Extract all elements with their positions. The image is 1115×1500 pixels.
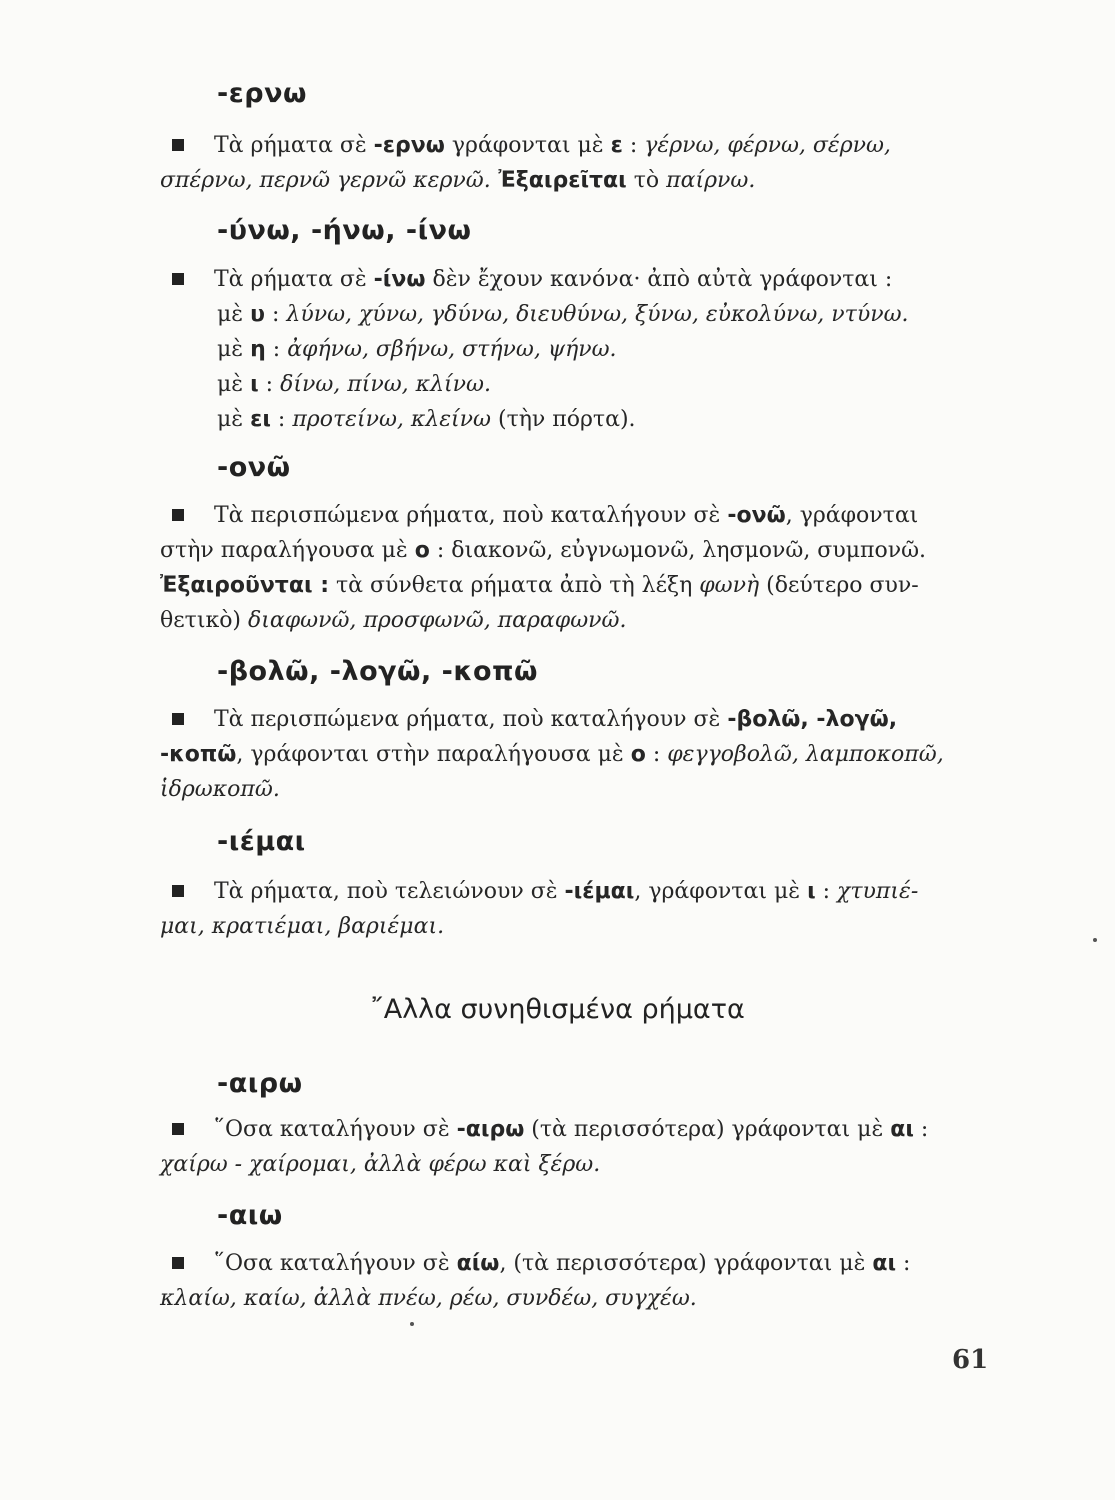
text: Τὰ ρήματα, ποὺ τελειώνουν σὲ (214, 879, 565, 904)
paragraph-yno-ino (160, 262, 990, 437)
speck (410, 1322, 414, 1326)
term: -ίνω (373, 267, 426, 292)
text: : διακονῶ, εὐγνωμονῶ, λησμονῶ, συμπονῶ. (429, 538, 927, 563)
letter: η (250, 337, 266, 362)
speck (1093, 938, 1097, 942)
examples: ἱδρωκοπῶ. (160, 777, 280, 802)
letter: ι (250, 372, 259, 397)
text: : (913, 1117, 929, 1142)
term: -κοπῶ (160, 742, 237, 767)
heading-yno-ino: -ύνω, -ήνω, -ίνω (217, 215, 472, 246)
text: , (800, 707, 817, 732)
bullet-icon (172, 713, 184, 725)
bullet-icon (172, 139, 184, 151)
examples: κλαίω, καίω, ἀλλὰ πνέω, ρέω, συνδέω, συγχέω. (160, 1286, 697, 1311)
text: ῞Οσα καταλήγουν σὲ (214, 1251, 457, 1276)
heading-erno: -ερνω (217, 78, 307, 109)
heading-aio: -αιω (217, 1200, 283, 1231)
text: Τὰ περισπώμενα ρήματα, ποὺ καταλήγουν σὲ (214, 707, 728, 732)
examples: χαίρω - χαίρομαι, ἀλλὰ φέρω καὶ ξέρω. (160, 1152, 601, 1177)
letter: ε (610, 133, 623, 158)
text: , (888, 707, 898, 732)
examples: ἀφήνω, σβήνω, στήνω, ψήνω. (287, 337, 617, 362)
letter: ι (807, 879, 816, 904)
exception-label: Ἐξαιροῦνται : (160, 573, 329, 598)
bullet-icon (172, 1257, 184, 1269)
text: , γράφονται στὴν παραλήγουσα μὲ (236, 742, 631, 767)
term: αίω (456, 1251, 500, 1276)
paragraph-erno (160, 128, 990, 198)
paragraph-volo-logo-kopo (160, 702, 990, 807)
page-number: 61 (952, 1345, 989, 1375)
bullet-icon (172, 885, 184, 897)
rule-row (160, 367, 990, 402)
text: , γράφονται (785, 503, 919, 528)
examples: σπέρνω, περνῶ γερνῶ κερνῶ. (160, 168, 491, 193)
paragraph-ie-mai (160, 874, 990, 944)
bullet-icon (172, 509, 184, 521)
examples: φεγγοβολῶ, λαμποκοπῶ, (667, 742, 944, 767)
heading-airo: -αιρω (217, 1068, 303, 1099)
examples: προτείνω, κλείνω (292, 407, 491, 432)
letter: αι (890, 1117, 914, 1142)
text: ῞Οσα καταλήγουν σὲ (214, 1117, 457, 1142)
letter: ο (630, 742, 646, 767)
term: -βολῶ (727, 707, 801, 732)
text: (τὰ περισσότερα) γράφονται μὲ (524, 1117, 891, 1142)
text: , (τὰ περισσότερα) γράφονται μὲ (499, 1251, 873, 1276)
exception-label: Ἐξαιρεῖται (490, 168, 627, 193)
paragraph-ono (160, 498, 990, 638)
text: δὲν ἔχουν κανόνα· ἀπὸ αὐτὰ γράφονται : (425, 267, 893, 292)
examples: διαφωνῶ, προσφωνῶ, παραφωνῶ. (248, 608, 627, 633)
examples: χτυπιέ- (837, 879, 919, 904)
text: μὲ (217, 407, 251, 432)
text: γράφονται μὲ (444, 133, 611, 158)
rule-row (160, 332, 990, 367)
text: Τὰ περισπώμενα ρήματα, ποὺ καταλήγουν σὲ (214, 503, 728, 528)
term: -αιρω (456, 1117, 525, 1142)
letter: αι (872, 1251, 897, 1276)
text: : (896, 1251, 911, 1276)
examples: δίνω, πίνω, κλίνω. (280, 372, 491, 397)
text: (δεύτερο συν- (759, 573, 919, 598)
text: (τὴν πόρτα). (491, 407, 636, 432)
exception-word: παίρνω. (666, 168, 756, 193)
letter: ει (250, 407, 271, 432)
text: Τὰ ρήματα σὲ (214, 133, 374, 158)
text: : (815, 879, 838, 904)
term: -ονῶ (727, 503, 786, 528)
text: : (270, 407, 293, 432)
term: -ιέμαι (564, 879, 635, 904)
text: μὲ (217, 372, 251, 397)
text: : (622, 133, 645, 158)
text: Τὰ ρήματα σὲ (214, 267, 374, 292)
heading-volo-logo-kopo: -βολῶ, -λογῶ, -κοπῶ (217, 656, 538, 687)
term: -ερνω (373, 133, 445, 158)
rule-row (160, 297, 990, 332)
paragraph-aio (160, 1246, 990, 1316)
text: στὴν παραλήγουσα μὲ (160, 538, 415, 563)
text: : (258, 372, 281, 397)
text: τὰ σύνθετα ρήματα ἀπὸ τὴ λέξη (329, 573, 700, 598)
text: μὲ (217, 337, 251, 362)
term: -λογῶ (816, 707, 889, 732)
text: : (264, 302, 287, 327)
text: : (645, 742, 668, 767)
letter: ο (414, 538, 430, 563)
examples: λύνω, χύνω, γδύνω, διευθύνω, ξύνω, εὐκολύνω, ντύνω. (286, 302, 909, 327)
paragraph-airo (160, 1112, 990, 1182)
heading-ono: -ονῶ (217, 452, 291, 483)
word: φωνὴ (699, 573, 760, 598)
letter: υ (250, 302, 265, 327)
bullet-icon (172, 273, 184, 285)
text: θετικὸ) (160, 608, 249, 633)
text: : (265, 337, 288, 362)
text: μὲ (217, 302, 251, 327)
bullet-icon (172, 1123, 184, 1135)
examples: μαι, κρατιέμαι, βαριέμαι. (160, 914, 445, 939)
heading-ie-mai: -ιέμαι (217, 826, 306, 857)
text: τὸ (626, 168, 667, 193)
text: , γράφονται μὲ (634, 879, 808, 904)
section-title: ῎Αλλα συνηθισμένα ρήματα (370, 994, 745, 1025)
examples: γέρνω, φέρνω, σέρνω, (644, 133, 891, 158)
rule-row (160, 402, 990, 437)
